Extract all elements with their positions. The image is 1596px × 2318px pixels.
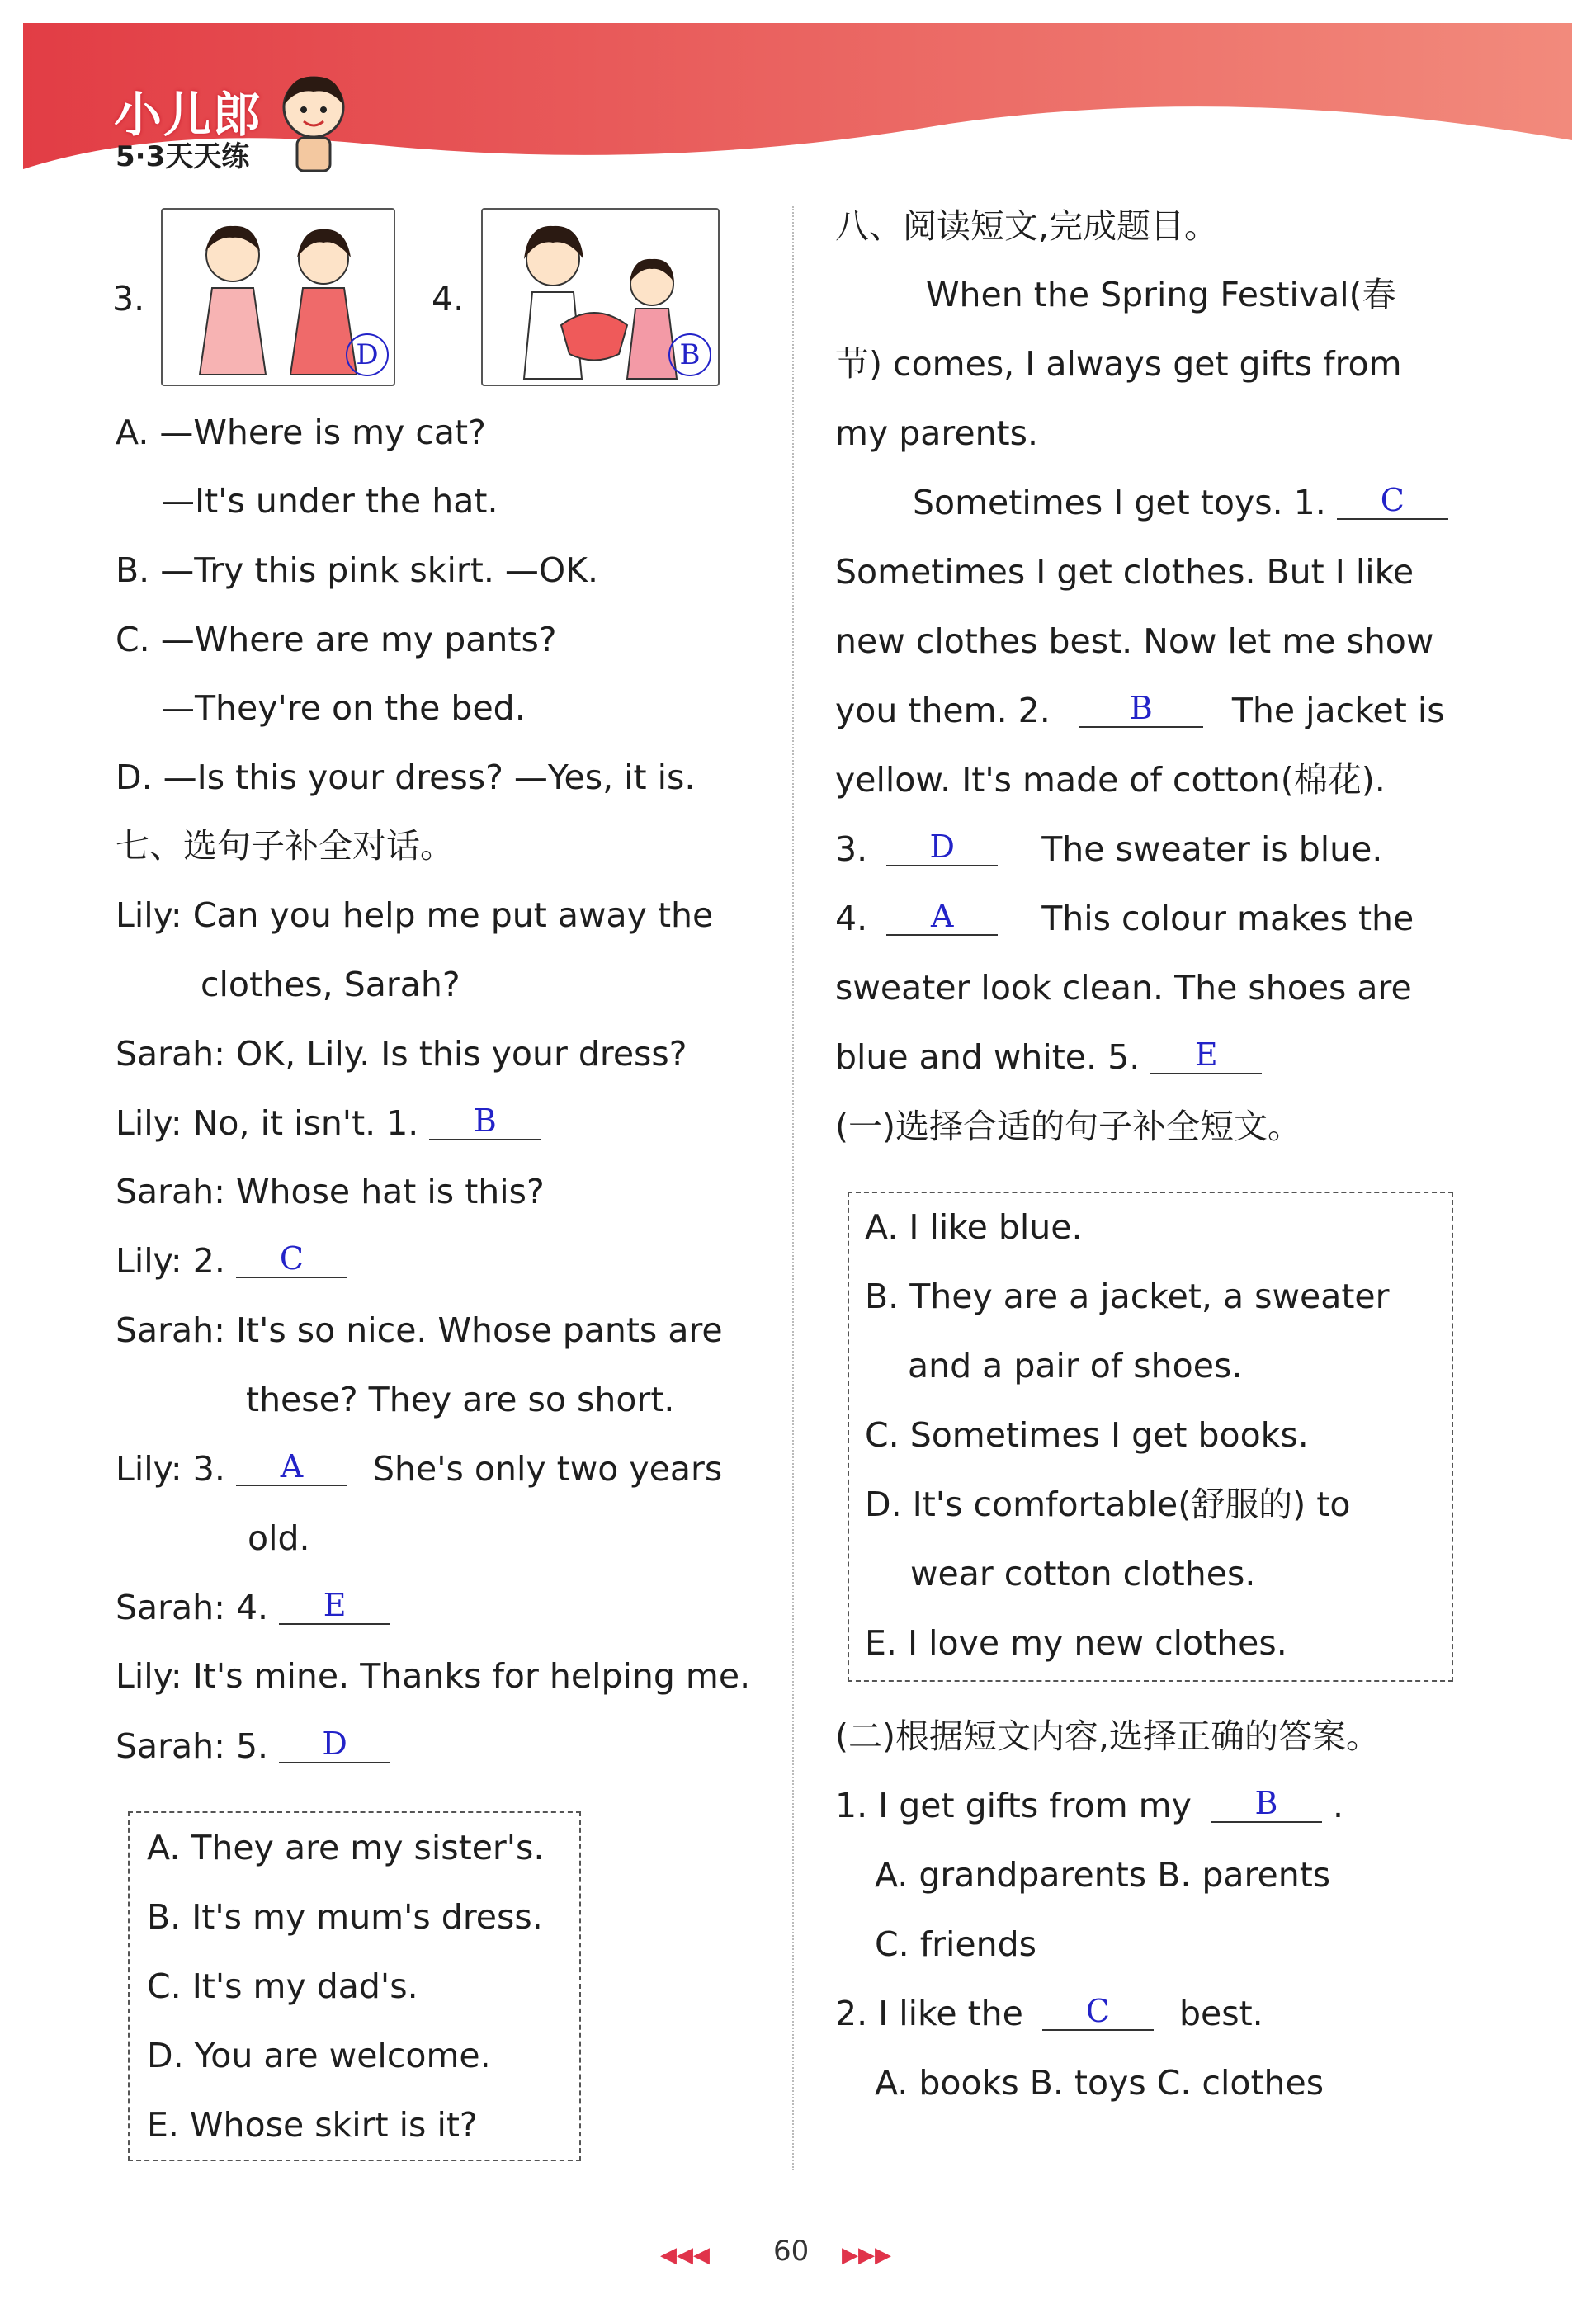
question-1 <box>835 1783 1343 1828</box>
passage-blank-1[interactable]: C <box>1337 482 1448 520</box>
passage-line-4-text: Sometimes I get toys. 1. <box>913 483 1326 522</box>
page-header <box>0 0 1596 190</box>
question-1-options-2: C. friends <box>875 1924 1036 1964</box>
passage-blank-3[interactable]: D <box>886 829 998 866</box>
passage-blank-2[interactable]: B <box>1079 690 1203 728</box>
dialog-line-9 <box>116 1447 722 1491</box>
s7-option-e: E. Whose skirt is it? <box>147 2105 478 2145</box>
passage-line-5: Sometimes I get clothes. But I like <box>835 552 1414 592</box>
passage-line-7 <box>835 688 1445 733</box>
option-c-line2: —They're on the bed. <box>161 688 526 728</box>
question-2-options: A. books B. toys C. clothes <box>875 2063 1324 2103</box>
passage-line-10 <box>835 896 1414 941</box>
brand-logo: 小儿郎 <box>114 87 263 143</box>
s8-option-d-line1: D. It's comfortable(舒服的) to <box>865 1485 1351 1524</box>
passage-blank-5[interactable]: E <box>1150 1036 1262 1074</box>
page-number: 60 <box>773 2235 810 2268</box>
question-2-end: best. <box>1178 1994 1263 2033</box>
question-2-blank[interactable]: C <box>1042 1993 1154 2031</box>
passage-line-8: yellow. It's made of cotton(棉花). <box>835 760 1386 800</box>
answer-blank-5[interactable]: D <box>279 1726 390 1763</box>
s8-option-d-line2: wear cotton clothes. <box>910 1554 1256 1593</box>
passage-line-2: 节) comes, I always get gifts from <box>835 344 1402 384</box>
passage-line-9-text: 3. <box>835 829 868 869</box>
passage-line-12-text: blue and white. 5. <box>835 1037 1140 1077</box>
answer-blank-4[interactable]: E <box>279 1587 390 1625</box>
dialog-line-8: these? They are so short. <box>246 1380 675 1419</box>
passage-line-10-text: 4. <box>835 899 868 938</box>
question-1-options-1: A. grandparents B. parents <box>875 1855 1331 1895</box>
picture-number-3: 3. <box>112 279 145 319</box>
dialog-line-12: Lily: It's mine. Thanks for helping me. <box>116 1656 751 1696</box>
dialog-line-3: Sarah: OK, Lily. Is this your dress? <box>116 1034 687 1074</box>
dialog-line-5: Sarah: Whose hat is this? <box>116 1172 545 1211</box>
s8-option-c: C. Sometimes I get books. <box>865 1415 1309 1455</box>
section7-title: 七、选句子补全对话。 <box>116 826 454 866</box>
s8-option-b-line2: and a pair of shoes. <box>908 1346 1243 1386</box>
question-1-blank[interactable]: B <box>1211 1785 1322 1823</box>
dialog-line-11-text: Sarah: 4. <box>116 1588 269 1627</box>
brand-subtitle: 5·3天天练 <box>116 140 250 173</box>
passage-line-4 <box>913 480 1448 525</box>
passage-line-1: When the Spring Festival(春 <box>926 275 1396 314</box>
dialog-line-4-text: Lily: No, it isn't. 1. <box>116 1103 419 1143</box>
option-a-line1: A. —Where is my cat? <box>116 413 486 452</box>
dialog-line-9-text: Lily: 3. <box>116 1449 225 1489</box>
dialog-line-11 <box>116 1585 390 1630</box>
answer-blank-3[interactable]: A <box>236 1448 347 1486</box>
prev-arrows-icon: ◀◀◀ <box>660 2243 710 2268</box>
s7-option-d: D. You are welcome. <box>147 2036 491 2075</box>
s7-option-a: A. They are my sister's. <box>147 1828 545 1867</box>
dialog-line-1: Lily: Can you help me put away the <box>116 895 714 935</box>
section8-title: 八、阅读短文,完成题目。 <box>835 206 1219 246</box>
answer-circle-4: B <box>668 333 711 376</box>
column-divider <box>792 206 794 2170</box>
picture-number-4: 4. <box>432 279 465 319</box>
passage-line-7-rest: The jacket is <box>1231 691 1445 730</box>
picture-3 <box>161 208 395 386</box>
dialog-line-10: old. <box>248 1518 310 1558</box>
question-2 <box>835 1991 1263 2036</box>
dialog-line-2: clothes, Sarah? <box>201 965 460 1004</box>
dialog-line-7: Sarah: It's so nice. Whose pants are <box>116 1310 723 1350</box>
passage-line-10-rest: This colour makes the <box>1041 899 1414 938</box>
passage-line-3: my parents. <box>835 413 1039 453</box>
dialog-line-6 <box>116 1239 347 1283</box>
option-b: B. —Try this pink skirt. —OK. <box>116 550 599 590</box>
subsection-1-title: (一)选择合适的句子补全短文。 <box>835 1107 1301 1146</box>
s8-option-a: A. I like blue. <box>865 1207 1083 1247</box>
passage-line-9 <box>835 827 1382 871</box>
option-c-line1: C. —Where are my pants? <box>116 620 557 659</box>
s8-option-e: E. I love my new clothes. <box>865 1623 1287 1663</box>
passage-line-7-text: you them. 2. <box>835 691 1051 730</box>
s7-option-b: B. It's my mum's dress. <box>147 1897 543 1937</box>
answer-blank-1[interactable]: B <box>429 1102 541 1140</box>
passage-blank-4[interactable]: A <box>886 898 998 936</box>
passage-line-11: sweater look clean. The shoes are <box>835 968 1412 1008</box>
dialog-line-6-text: Lily: 2. <box>116 1241 225 1281</box>
passage-line-12 <box>835 1035 1262 1079</box>
option-a-line2: —It's under the hat. <box>161 481 498 521</box>
dialog-line-9-rest: She's only two years <box>372 1449 723 1489</box>
answer-blank-2[interactable]: C <box>236 1240 347 1278</box>
answer-circle-3: D <box>346 333 389 376</box>
next-arrows-icon: ▶▶▶ <box>842 2243 891 2268</box>
dialog-line-13-text: Sarah: 5. <box>116 1726 269 1766</box>
s7-option-c: C. It's my dad's. <box>147 1966 418 2006</box>
question-1-text: 1. I get gifts from my <box>835 1786 1192 1825</box>
option-d: D. —Is this your dress? —Yes, it is. <box>116 758 696 797</box>
subsection-2-title: (二)根据短文内容,选择正确的答案。 <box>835 1716 1381 1756</box>
s8-option-b-line1: B. They are a jacket, a sweater <box>865 1277 1390 1316</box>
passage-line-6: new clothes best. Now let me show <box>835 621 1434 661</box>
dialog-line-13 <box>116 1724 390 1768</box>
picture-4 <box>481 208 720 386</box>
question-1-end: . <box>1332 1786 1344 1825</box>
question-2-text: 2. I like the <box>835 1994 1023 2033</box>
passage-line-9-rest: The sweater is blue. <box>1041 829 1383 869</box>
mascot-icon <box>272 70 355 177</box>
dialog-line-4 <box>116 1101 541 1145</box>
